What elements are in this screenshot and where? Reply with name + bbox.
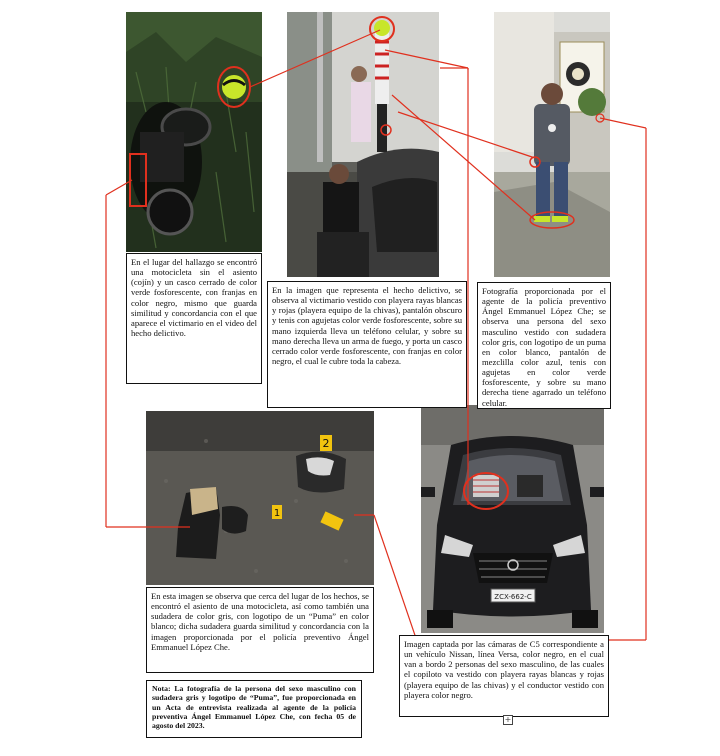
photo-suspect-hoodie (494, 12, 610, 277)
expand-icon[interactable]: + (504, 715, 512, 724)
photo-nissan-car (421, 405, 604, 633)
photo-motorcycle (126, 12, 262, 252)
photo-evidence-road (146, 411, 374, 585)
license-plate: ZCX-662-C (494, 593, 532, 601)
caption-crime-scene: En la imagen que representa el hecho delictivo, se observa al victimario vestido con playera rayas blancas y rojas (playera equipo de la chivas), pantalón obscuro y tenis con agujetas color verde fosforescente, sobre su mano izquierda lleva un teléfono celular, y sobre su mano derecha lleva un arma de fuego, y porta un casco cerrado color verde fosforescente, con franjas en color negro, el cual le cubre toda la cabeza. (267, 281, 467, 408)
caption-evidence: En esta imagen se observa que cerca del lugar de los hechos, se encontró el asiento de una motocicleta, así como también una sudadera de color gris, con logotipo de un “Puma” en color blanco; dicha sudadera guarda similitud y concordancia con la imagen proporcionada por el policía preventivo Ángel Emmanuel López Che. (146, 587, 374, 673)
note-box: Nota: La fotografía de la persona del sexo masculino con sudadera gris y logotipo de “Puma”, fue proporcionada en un Acta de entrevista realizada al agente de la policía preventiva Ángel Emmanuel López Che, con fecha 05 de agosto del 2023. (146, 680, 362, 738)
caption-hoodie-photo: Fotografía proporcionada por el agente de la policía preventivo Ángel Emmanuel López Che; se observa una persona del sexo masculino vestido con sudadera color gris, con logotipo de un puma en color blanco, pantalón de mezclilla color azul, tenis con agujetas en color verde fosforescente, y sobre su mano derecha tiene agarrado un teléfono celular. (477, 282, 611, 409)
photo-crime-scene (287, 12, 439, 277)
evidence-marker-2: 2 (322, 437, 330, 450)
caption-motorcycle: En el lugar del hallazgo se encontró una motocicleta sin el asiento (cojín) y un casco cerrado de color verde fosforescente, con franjas en color negro, mismo que guarda similitud y concordancia con el que aparece el victimario en el video del hecho delictivo. (126, 253, 262, 384)
evidence-marker-1: 1 (273, 508, 281, 519)
caption-nissan: Imagen captada por las cámaras de C5 correspondiente a un vehículo Nissan, línea Versa, color negro, en el cual van a bordo 2 personas del sexo masculino, de las cuales el copiloto va vestido con playera rayas blancas y rojas (playera equipo de las chivas) y el conductor vestido con playera color negro. (399, 635, 609, 717)
